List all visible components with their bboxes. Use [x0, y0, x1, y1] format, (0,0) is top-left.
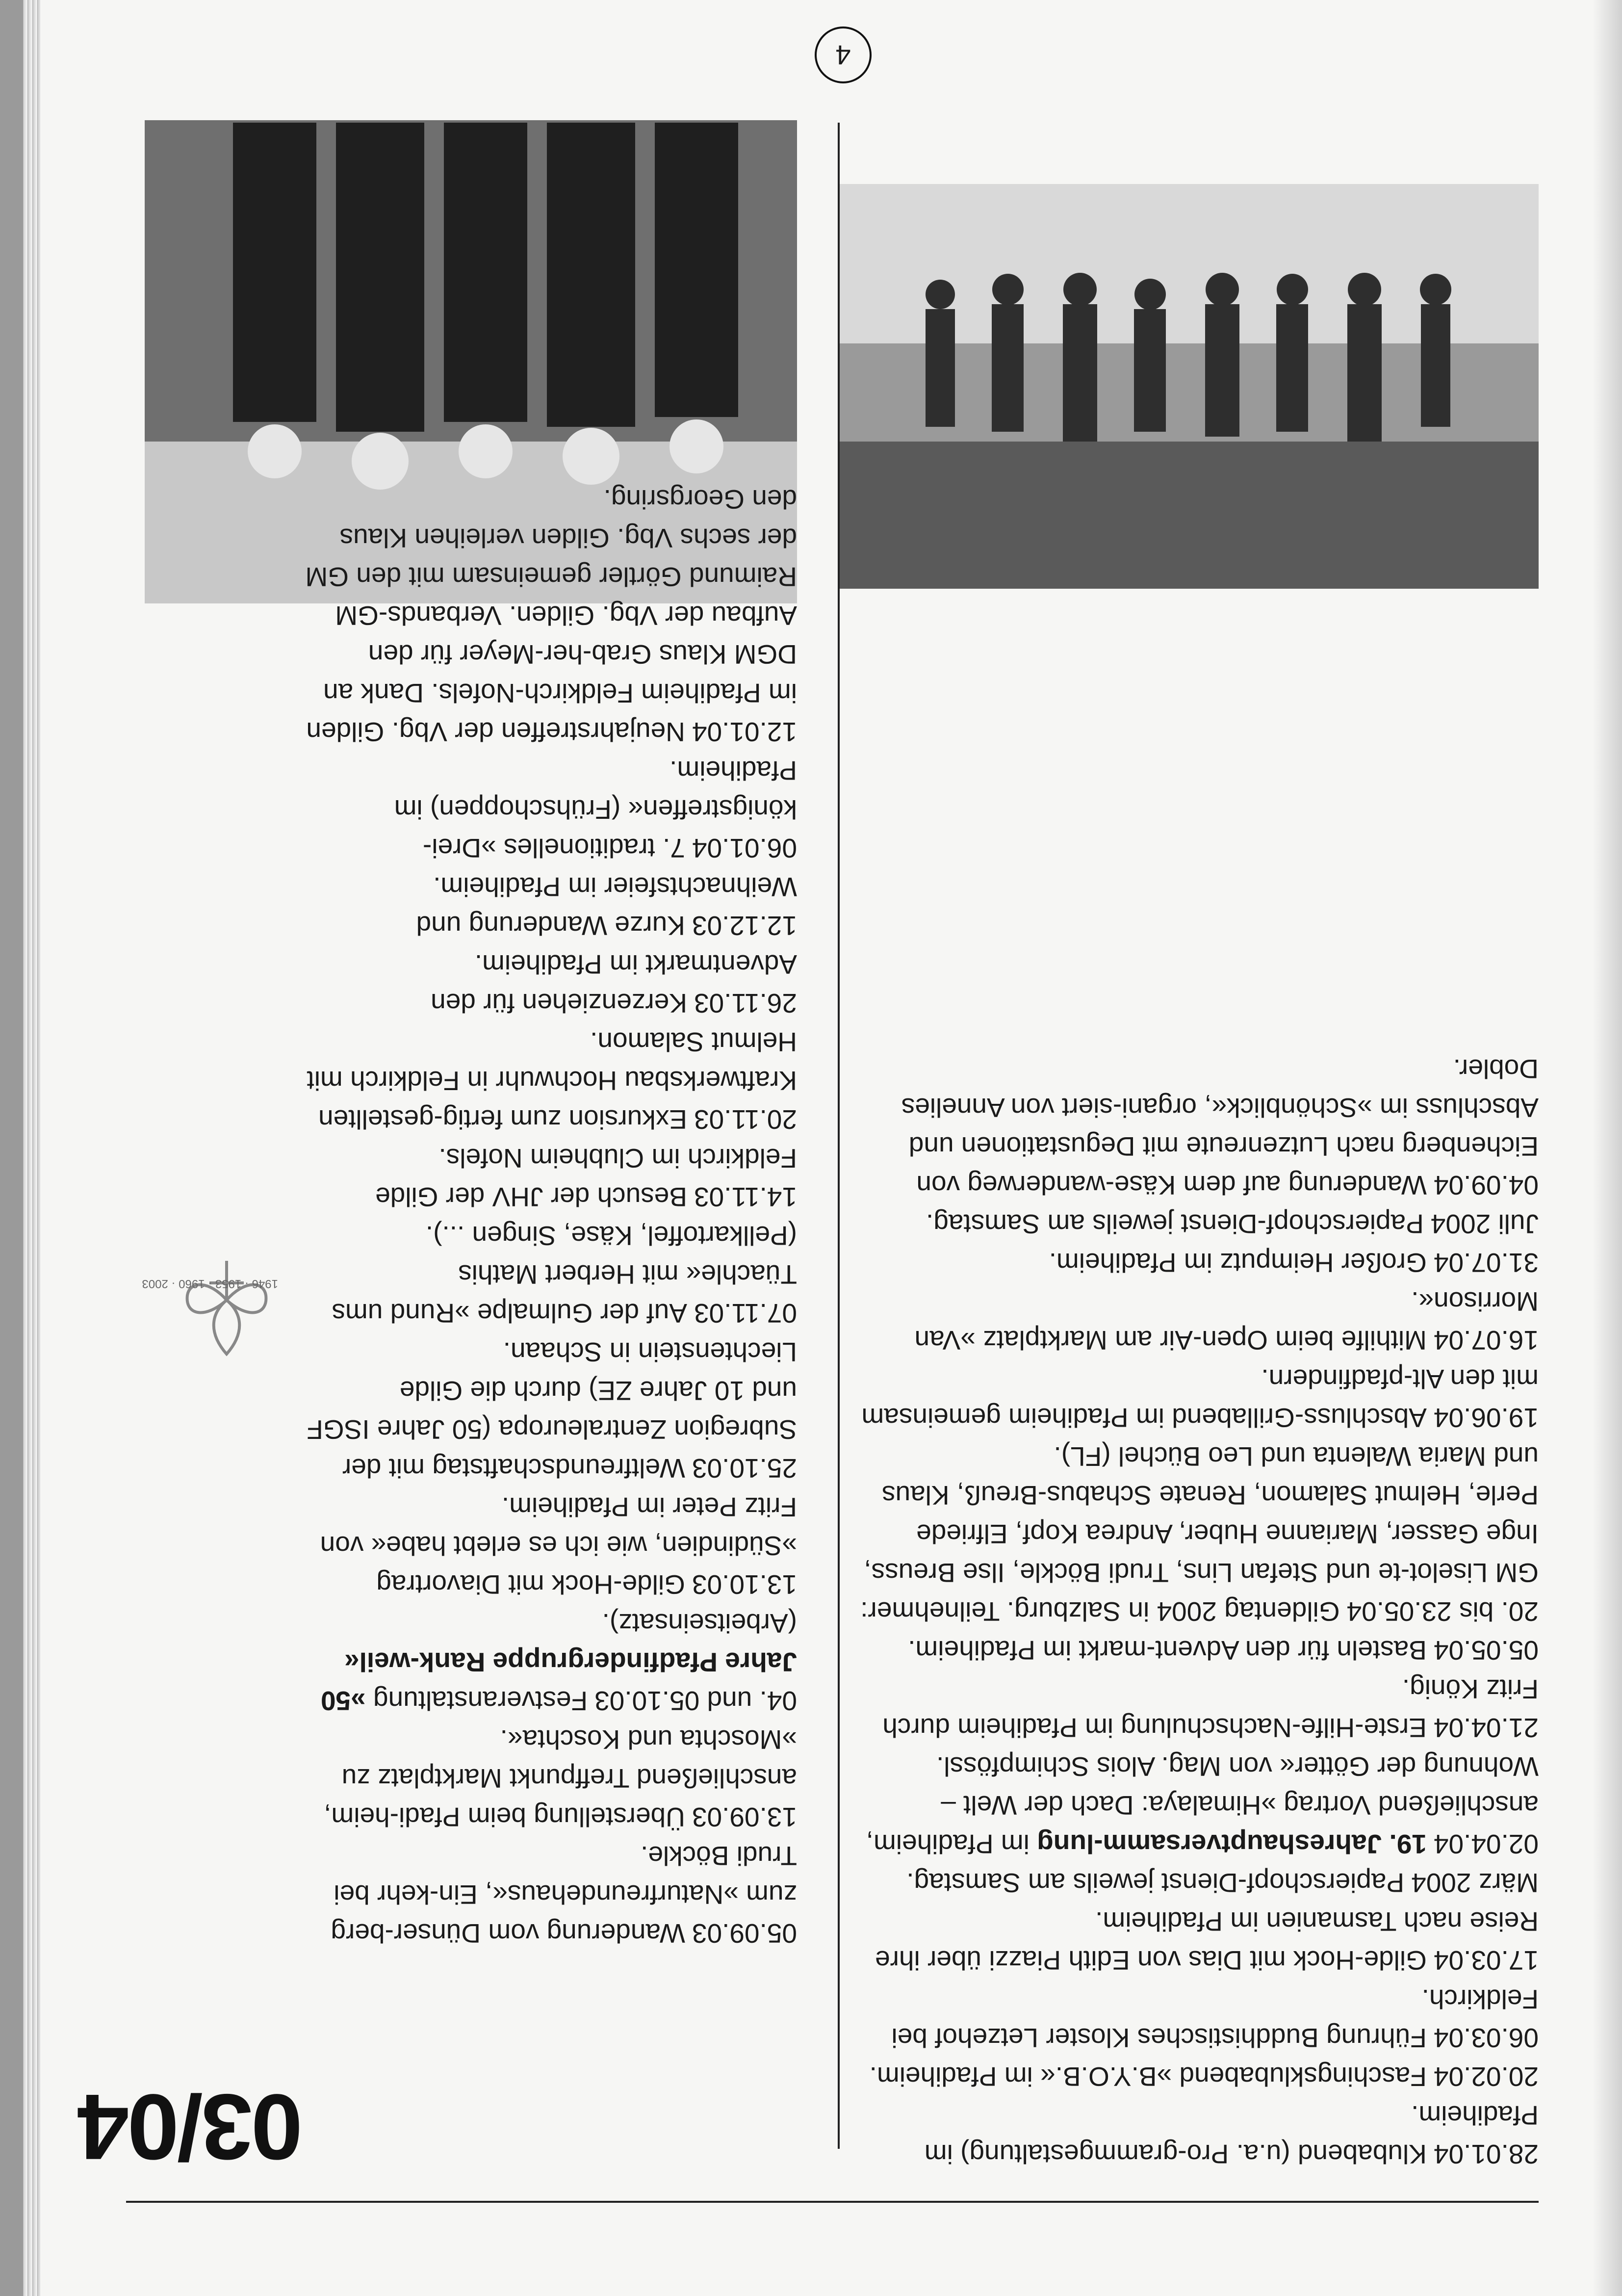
- events-column-left: [302, 480, 797, 1953]
- event-entry: [852, 1670, 1539, 1747]
- heading-rule: [126, 2201, 1539, 2203]
- event-date: 14.11.03: [694, 1182, 797, 1212]
- event-entry: [852, 2057, 1539, 2096]
- event-date: 20.11.03: [694, 1104, 797, 1135]
- event-date: 05.05.04: [1433, 1635, 1539, 1666]
- event-date: 06.01.04: [692, 833, 797, 863]
- event-date: 20. bis 23.05.04: [1346, 1596, 1539, 1627]
- event-text: Festveranstaltung: [365, 1686, 588, 1716]
- scout-lily-logo: [170, 1251, 283, 1364]
- event-entry: [852, 1747, 1539, 1863]
- event-date: 04.09.04: [1433, 1170, 1539, 1200]
- event-date: 04. und 05.10.03: [594, 1686, 797, 1716]
- event-entry: [852, 1282, 1539, 1359]
- scanner-edge: [0, 0, 23, 2296]
- event-date: 26.11.03: [694, 988, 797, 1018]
- event-entry: [302, 1604, 797, 1720]
- event-text: Erste-Hilfe-Nachschulung im Pfadiheim durch Fritz König.: [882, 1674, 1539, 1743]
- event-date: März 2004: [1411, 1868, 1539, 1898]
- event-entry: [852, 1359, 1539, 1437]
- event-text: Führung Buddhistisches Kloster Letzehof bei Feldkirch.: [891, 1984, 1539, 2053]
- event-highlight: »50 Jahre Pfadfindergruppe Rank-weil«: [320, 1647, 797, 1716]
- event-date: 16.07.04: [1433, 1325, 1539, 1356]
- event-text: Basteln für den Advent-markt im Pfadiheim.: [908, 1635, 1427, 1666]
- event-text: Auf der Gulmalpe »Rund ums Tüachle« mit Herbert Mathis (Pellkartoffel, Käse, Singen ...).: [332, 1221, 797, 1329]
- column-divider: [838, 123, 840, 2149]
- event-text: Kerzenziehen für den Adventmarkt im Pfadiheim.: [431, 949, 797, 1018]
- event-date: 20.02.04: [1433, 2061, 1539, 2092]
- logo-years-label: 1946 · 1953 · 1960 · 2003: [142, 1277, 278, 1290]
- event-entry: [852, 1243, 1539, 1282]
- event-text: Papierschopf-Dienst jeweils am Samstag.: [906, 1868, 1405, 1898]
- event-text: 7. traditionelles »Drei-königstreffen« (Frühschoppen) im Pfadiheim.: [394, 756, 797, 863]
- event-entry: [852, 2096, 1539, 2173]
- event-entry: [302, 751, 797, 867]
- event-entry: [302, 1720, 797, 1836]
- event-entry: [852, 1902, 1539, 1980]
- event-entry: [852, 1049, 1539, 1204]
- event-date: 12.01.04: [692, 717, 797, 747]
- event-text: Klubabend (u.a. Pro-grammgestaltung) im Pfadiheim.: [924, 2100, 1539, 2169]
- page-number: 4: [815, 26, 872, 83]
- event-text: Gildentag 2004 in Salzburg. Teilnehmer: GM Liselot-te und Stefan Lins, Trudi Böckle, Ilse Breuss, Inge Gasser, Marianne Huber, Andrea Kopf, Elfriede Perle, Helmut Salamon, Renate Schabus-Breuß, Klaus und Maria Walenta und Leo Büchel (FL).: [860, 1441, 1539, 1627]
- event-date: 28.01.04: [1433, 2139, 1539, 2169]
- event-entry: [302, 1216, 797, 1332]
- event-entry: [852, 1980, 1539, 2057]
- page-stack-edge: [23, 0, 40, 2296]
- page-heading: 03/04: [79, 2075, 303, 2179]
- event-date: 21.04.04: [1433, 1713, 1539, 1743]
- event-text: Kurze Wanderung und Weihnachtsfeier im Pfadiheim.: [416, 872, 797, 941]
- event-date: 19.06.04: [1433, 1403, 1539, 1433]
- event-highlight: 19. Jahreshauptversamm-lung: [1029, 1829, 1427, 1859]
- event-entry: [302, 945, 797, 1022]
- event-entry: [852, 1204, 1539, 1243]
- event-text: Exkursion zum fertig-gestellten Kraftwerksbau Hochwuhr in Feldkirch mit Helmut Salamon.: [307, 1027, 797, 1135]
- event-entry: [852, 1631, 1539, 1670]
- event-date: 25.10.03: [692, 1453, 797, 1484]
- event-text: Besuch der JHV der Gilde Feldkirch im Clubheim Nofels.: [375, 1143, 797, 1212]
- event-entry: [302, 1836, 797, 1953]
- event-text: Gilde-Hock mit Diavortrag »Südindien, wie ich es erlebt habe« von Fritz Peter im Pfadiheim.: [320, 1492, 797, 1600]
- event-text-after: (Arbeitseinsatz).: [602, 1608, 797, 1639]
- binding-shadow: [1593, 0, 1622, 2296]
- event-date: 07.11.03: [694, 1298, 797, 1329]
- event-text: Großer Heimputz im Pfadiheim.: [1049, 1248, 1427, 1278]
- event-date: 13.09.03: [692, 1802, 797, 1832]
- event-text: Papierschopf-Dienst jeweils am Samstag.: [926, 1209, 1424, 1239]
- event-text: Mithilfe beim Open-Air am Marktplatz »Van Morrison«.: [914, 1286, 1539, 1356]
- event-entry: [302, 1487, 797, 1604]
- group-hiking-photo: [840, 184, 1539, 589]
- event-text: Weltfreundschaftstag mit der Subregion Zentraleuropa (50 Jahre ISGF und 10 Jahre ZE) durch die Gilde Liechtenstein in Schaan.: [307, 1337, 797, 1484]
- event-entry: [852, 1437, 1539, 1631]
- event-text: Abschluss-Grillabend im Pfadiheim gemeinsam mit den Alt-pfadfindern.: [861, 1364, 1539, 1433]
- event-text: Gilde-Hock mit Dias von Edith Piazzi über ihre Reise nach Tasmanien im Pfadiheim.: [875, 1906, 1539, 1976]
- event-text: Überstellung beim Pfadi-heim, anschließend Treffpunkt Marktplatz zu »Moschta und Koschta«.: [324, 1724, 797, 1832]
- event-text: Faschingsklubabend »B.Y.O.B.« im Pfadiheim.: [869, 2061, 1427, 2092]
- event-entry: [302, 867, 797, 945]
- event-date: 06.03.04: [1433, 2023, 1539, 2053]
- event-text: Neujahrstreffen der Vbg. Gilden im Pfadiheim Feldkirch-Nofels. Dank an DGM Klaus Grab-her-Meyer für den Aufbau der Vbg. Gilden. Verbands-GM Raimund Görtler gemeinsam mit den GM der sechs Vbg. Gilden verleihen Klaus den Georgsring.: [305, 484, 797, 747]
- event-entry: [302, 1332, 797, 1487]
- events-column-right: [852, 1049, 1539, 2173]
- event-text-after: im Pfadiheim, anschließend Vortrag »Himalaya: Dach der Welt – Wohnung der Götter« von Mag. Alois Schimpfössl.: [866, 1751, 1539, 1859]
- event-text: Wanderung auf dem Käse-wanderweg von Eichenberg nach Lutzenreute mit Degustationen und Abschluss im »Schönblick«, organi-siert von Annelies Dobler.: [901, 1054, 1539, 1200]
- event-text: Wanderung vom Dünser-berg zum »Naturfreundehaus«, Ein-kehr bei Trudi Böckle.: [331, 1841, 797, 1949]
- event-entry: [852, 1863, 1539, 1902]
- event-date: Juli 2004: [1430, 1209, 1539, 1239]
- event-entry: [302, 1022, 797, 1139]
- event-date: 05.09.03: [692, 1918, 797, 1949]
- event-entry: [302, 1139, 797, 1216]
- event-date: 17.03.04: [1433, 1945, 1539, 1976]
- event-date: 02.04.04: [1433, 1829, 1539, 1859]
- event-date: 31.07.04: [1433, 1248, 1539, 1278]
- event-entry: [302, 480, 797, 751]
- event-date: 12.12.03: [692, 911, 797, 941]
- event-date: 13.10.03: [692, 1569, 797, 1600]
